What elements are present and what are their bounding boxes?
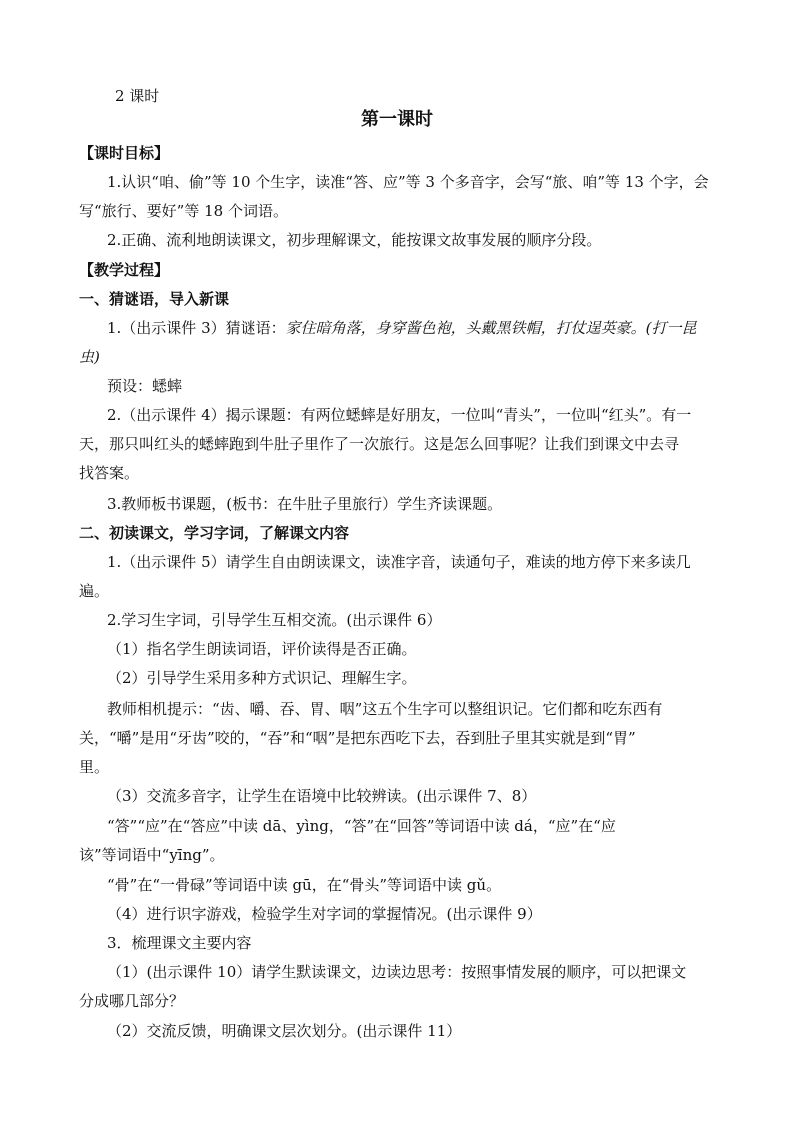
process-heading: 【教学过程】 bbox=[79, 261, 170, 279]
goal-1-line-1: 1.认识“咱、偷”等 10 个生字，读准“答、应”等 3 个多音字，会写“旅、咱”等 13 个字，会 bbox=[107, 173, 709, 191]
section-2-p2-1: （1）指名学生朗读词语，评价读得是否正确。 bbox=[107, 640, 417, 658]
hint-line-2: 关，“嚼”是用“牙齿”咬的，“吞”和“咽”是把东西吃下去，吞到肚子里其实就是到“胃” bbox=[79, 729, 636, 747]
hint-line-1: 教师相机提示：“齿、嚼、吞、胃、咽”这五个生字可以整组识记。它们都和吃东西有 bbox=[107, 700, 663, 718]
preset-answer: 预设：蟋蟀 bbox=[107, 377, 183, 395]
goals-heading: 【课时目标】 bbox=[79, 144, 170, 162]
riddle-text: 家住暗角落，身穿酱色袍，头戴黑铁帽，打仗逞英豪。(打一昆 bbox=[285, 319, 697, 337]
lesson-count: 2 课时 bbox=[115, 87, 160, 105]
section-2-p3: 3．梳理课文主要内容 bbox=[107, 934, 252, 952]
section-2-p2-4: （4）进行识字游戏，检验学生对字词的掌握情况。(出示课件 9） bbox=[107, 905, 542, 923]
section-2-p3-1-line-2: 分成哪几部分？ bbox=[79, 992, 185, 1010]
section-2-p3-1-line-1: （1）(出示课件 10）请学生默读课文，边读边思考：按照事情发展的顺序，可以把课文 bbox=[107, 963, 687, 981]
section-1-p2-line-2: 天，那只叫红头的蟋蟀跑到牛肚子里作了一次旅行。这是怎么回事呢？让我们到课文中去寻 bbox=[79, 435, 680, 453]
section-1-p3: 3.教师板书课题，(板书：在牛肚子里旅行）学生齐读课题。 bbox=[107, 495, 503, 513]
section-1-heading: 一、猜谜语，导入新课 bbox=[79, 290, 230, 308]
section-1-p1 bbox=[107, 318, 696, 338]
section-2-p2-3: （3）交流多音字，让学生在语境中比较辨读。(出示课件 7、8） bbox=[107, 787, 537, 805]
hint-line-3: 里。 bbox=[79, 758, 110, 776]
polyphone-line-1: “答”“应”在“答应”中读 dā、yìng，“答”在“回答”等词语中读 dá，“应”在“应 bbox=[107, 817, 616, 835]
polyphone-line-2: 该”等词语中“yīng”。 bbox=[79, 846, 225, 864]
section-1-p2-line-1: 2.（出示课件 4）揭示课题：有两位蟋蟀是好朋友，一位叫“青头”，一位叫“红头”。有一 bbox=[107, 406, 692, 424]
section-2-p1-line-1: 1.（出示课件 5）请学生自由朗读课文，读准字音，读通句子，难读的地方停下来多读几 bbox=[107, 553, 691, 571]
riddle-text-line-2: 虫) bbox=[79, 348, 100, 366]
section-2-p2: 2.学习生字词，引导学生互相交流。(出示课件 6） bbox=[107, 611, 442, 629]
section-2-heading: 二、初读课文，学习字词，了解课文内容 bbox=[79, 524, 350, 542]
section-2-p3-2: （2）交流反馈，明确课文层次划分。(出示课件 11） bbox=[107, 1022, 462, 1040]
page-title: 第一课时 bbox=[361, 109, 433, 130]
goal-1-line-2: 写“旅行、要好”等 18 个词语。 bbox=[79, 202, 288, 220]
section-2-p2-2: （2）引导学生采用多种方式识记、理解生字。 bbox=[107, 669, 417, 687]
riddle-prefix: 1.（出示课件 3）猜谜语： bbox=[107, 319, 286, 337]
section-2-p1-line-2: 遍。 bbox=[79, 582, 110, 600]
section-1-p2-line-3: 找答案。 bbox=[79, 464, 140, 482]
polyphone-line-3: “骨”在“一骨碌”等词语中读 gū，在“骨头”等词语中读 gǔ。 bbox=[107, 876, 502, 894]
goal-2: 2.正确、流利地朗读课文，初步理解课文，能按课文故事发展的顺序分段。 bbox=[107, 231, 602, 249]
